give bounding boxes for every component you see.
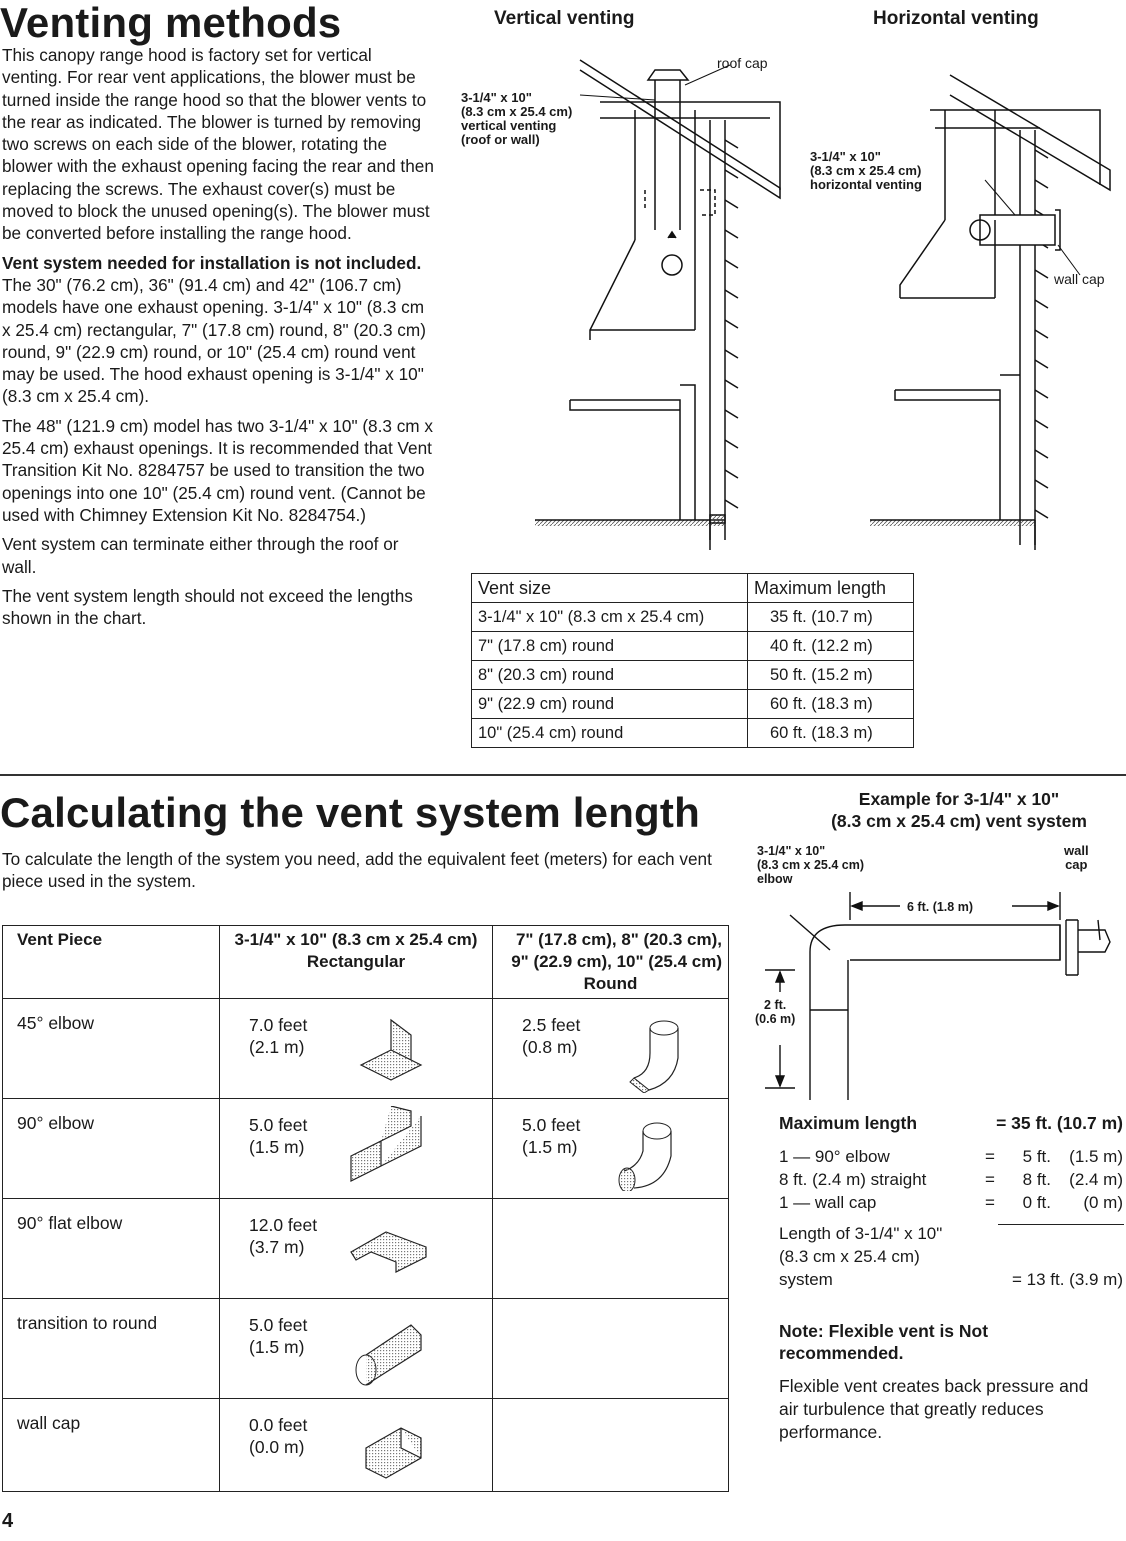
round-header-l3: Round xyxy=(583,974,638,993)
dim-6ft: 6 ft. (1.8 m) xyxy=(907,900,973,914)
vent-size-cell: 3-1/4" x 10" (8.3 cm x 25.4 cm) xyxy=(472,603,748,632)
vent-system-text: The 30" (76.2 cm), 36" (91.4 cm) and 42" (106.7 cm) models have one exhaust opening. 3-1/4" x 10" (8.3 cm x 25.4 cm) rectangular, 7" (17.8 cm) round, 8" (20.3 cm) round, 9" (22.9 cm) round, or 10" (25.4 cm) round vent may be used. The hood exhaust opening is 3-1/4" x 10" (8.3 cm x 25.4 cm). xyxy=(2,274,426,407)
vent-piece-cell: wall cap xyxy=(3,1399,220,1492)
round-header xyxy=(493,926,729,999)
max-length-cell: 40 ft. (12.2 m) xyxy=(748,632,914,661)
vent-size-cell: 7" (17.8 cm) round xyxy=(472,632,748,661)
vertical-callout xyxy=(461,91,572,147)
table-row xyxy=(3,1199,729,1299)
total-label xyxy=(779,1222,942,1291)
round-meters: (0.8 m) xyxy=(522,1037,578,1057)
wall-cap-callout xyxy=(1064,844,1089,872)
rect-feet: 0.0 feet xyxy=(249,1415,308,1435)
vertical-callout-l4: (roof or wall) xyxy=(461,132,540,147)
round-header-l1: 7" (17.8 cm), 8" (20.3 cm), xyxy=(515,930,722,949)
rect-value xyxy=(249,1114,307,1158)
table-row xyxy=(472,719,914,748)
round-feet: 2.5 feet xyxy=(522,1015,581,1035)
elbow-callout-l3: elbow xyxy=(757,872,793,886)
wall-cap-callout-l1: wall xyxy=(1064,843,1089,858)
vent-piece-cell: 45° elbow xyxy=(3,999,220,1099)
round-header-l2: 9" (22.9 cm), 10" (25.4 cm) xyxy=(511,952,722,971)
round-feet: 5.0 feet xyxy=(522,1115,581,1135)
calc-intro: To calculate the length of the system you need, add the equivalent feet (meters) for each vent piece used in the system. xyxy=(2,849,712,892)
rect-feet: 5.0 feet xyxy=(249,1115,308,1135)
elbow-callout-l2: (8.3 cm x 25.4 cm) xyxy=(757,858,865,872)
horizontal-callout-l2: (8.3 cm x 25.4 cm) xyxy=(810,163,922,178)
wall-cap-label: wall cap xyxy=(1054,271,1105,287)
round-value-cell xyxy=(494,1000,727,1097)
rect-90-elbow-icon xyxy=(346,1106,436,1191)
calc-item-feet: 0 ft. xyxy=(1022,1193,1051,1212)
max-length-cell: 60 ft. (18.3 m) xyxy=(748,719,914,748)
rect-value-cell xyxy=(221,1300,491,1397)
calc-item-label: 8 ft. (2.4 m) straight xyxy=(779,1170,927,1189)
rect-value xyxy=(249,1214,317,1258)
calc-item-feet: 8 ft. xyxy=(1022,1170,1051,1189)
note-heading xyxy=(779,1320,988,1364)
total-value: = 13 ft. (3.9 m) xyxy=(1011,1270,1123,1289)
page-title: Venting methods xyxy=(0,0,342,46)
example-title xyxy=(792,788,1126,832)
calc-item-meters: (1.5 m) xyxy=(1069,1147,1123,1166)
horizontal-diagram xyxy=(870,75,1110,550)
calc-header-row xyxy=(3,926,729,999)
vent-size-cell: 10" (25.4 cm) round xyxy=(472,719,748,748)
horizontal-callout-l1: 3-1/4" x 10" xyxy=(810,149,881,164)
table-row xyxy=(3,1399,729,1492)
round-value xyxy=(522,1014,580,1058)
rect-header-l2: Rectangular xyxy=(306,952,406,971)
max-length-value: = 35 ft. (10.7 m) xyxy=(996,1113,1123,1133)
calc-item-label: 1 — wall cap xyxy=(779,1193,877,1212)
round-meters: (1.5 m) xyxy=(522,1137,578,1157)
vertical-callout-l1: 3-1/4" x 10" xyxy=(461,90,532,105)
roof-cap-label: roof cap xyxy=(717,55,768,71)
terminate-paragraph: Vent system can terminate either through the roof or wall. xyxy=(2,534,399,577)
rect-value-cell xyxy=(221,1100,491,1197)
vent-piece-table xyxy=(2,925,729,1492)
calc-item-eq: = xyxy=(985,1193,995,1212)
table-row xyxy=(472,603,914,632)
rect-value xyxy=(249,1414,307,1458)
horizontal-callout xyxy=(810,150,922,192)
max-length-cell: 50 ft. (15.2 m) xyxy=(748,661,914,690)
table-row xyxy=(472,632,914,661)
calc-item-eq: = xyxy=(985,1170,995,1189)
vent-size-header: Vent size xyxy=(472,574,748,603)
model-48-paragraph: The 48" (121.9 cm) model has two 3-1/4" x 10" (8.3 cm x 25.4 cm) exhaust openings. It is recommended that Vent Transition Kit No. 8284757 be used to transition the two openings into one 10" (25.4 cm) round vent. (Cannot be used with Chimney Extension Kit No. 8284754.) xyxy=(2,415,433,525)
page-number: 4 xyxy=(2,1510,14,1532)
section-divider xyxy=(0,774,1126,776)
transition-to-round-icon xyxy=(341,1305,436,1393)
horizontal-callout-l3: horizontal venting xyxy=(810,177,922,192)
calc-item-label: 1 — 90° elbow xyxy=(779,1147,890,1166)
calc-item-meters: (0 m) xyxy=(1083,1193,1123,1212)
empty-round-cell xyxy=(493,1299,729,1399)
table-row xyxy=(3,999,729,1099)
rect-meters: (3.7 m) xyxy=(249,1237,305,1257)
vent-size-header-row xyxy=(472,574,914,603)
vertical-venting-title: Vertical venting xyxy=(494,8,635,29)
max-length-cell: 35 ft. (10.7 m) xyxy=(748,603,914,632)
rect-value-cell xyxy=(221,1200,491,1297)
max-length-cell: 60 ft. (18.3 m) xyxy=(748,690,914,719)
intro-paragraph: This canopy range hood is factory set for vertical venting. For rear vent applications, the blower must be turned inside the range hood so that the blower vents to the rear as indicated. The blower is turned by removing two screws on each side of the blower, rotating the blower with the exhaust opening facing the rear and then replacing the screws. The exhaust cover(s) must be moved to block the unused opening(s). The blower must be converted before installing the range hood. xyxy=(2,45,434,244)
vent-size-table xyxy=(471,573,914,748)
rect-value-cell xyxy=(221,1400,491,1490)
example-title-l1: Example for 3-1/4" x 10" xyxy=(858,789,1060,809)
round-45-elbow-icon xyxy=(624,1008,694,1093)
wall-cap-icon xyxy=(351,1408,436,1483)
table-row xyxy=(3,1099,729,1199)
empty-round-cell xyxy=(493,1199,729,1299)
rect-header-l1: 3-1/4" x 10" (8.3 cm x 25.4 cm) xyxy=(234,930,478,949)
rect-meters: (1.5 m) xyxy=(249,1137,305,1157)
vent-piece-header: Vent Piece xyxy=(3,926,220,999)
elbow-callout-l1: 3-1/4" x 10" xyxy=(757,844,826,858)
total-row xyxy=(779,1222,1125,1294)
calc-item-feet: 5 ft. xyxy=(1022,1147,1051,1166)
calc-title: Calculating the vent system length xyxy=(0,789,700,836)
table-row xyxy=(3,1299,729,1399)
calc-item-meters: (2.4 m) xyxy=(1069,1170,1123,1189)
vent-piece-cell: 90° elbow xyxy=(3,1099,220,1199)
rect-45-elbow-icon xyxy=(351,1010,431,1090)
length-paragraph: The vent system length should not exceed the lengths shown in the chart. xyxy=(2,585,413,629)
rect-meters: (2.1 m) xyxy=(249,1037,305,1057)
max-length-label: Maximum length xyxy=(779,1113,918,1133)
rect-meters: (1.5 m) xyxy=(249,1337,305,1357)
round-90-elbow-icon xyxy=(609,1106,684,1191)
table-row xyxy=(472,661,914,690)
dim-2ft-l2: (0.6 m) xyxy=(755,1012,796,1026)
total-label-l3: system xyxy=(779,1270,833,1289)
vent-piece-cell: transition to round xyxy=(3,1299,220,1399)
rect-feet: 12.0 feet xyxy=(249,1215,318,1235)
rect-meters: (0.0 m) xyxy=(249,1437,305,1457)
rect-flat-elbow-icon xyxy=(341,1212,436,1282)
total-label-l2: (8.3 cm x 25.4 cm) xyxy=(779,1247,920,1266)
vent-system-paragraph xyxy=(2,252,434,408)
table-row xyxy=(472,690,914,719)
dim-2ft-l1: 2 ft. xyxy=(764,998,787,1012)
wall-cap-callout-l2: cap xyxy=(1065,857,1088,872)
rect-value xyxy=(249,1014,307,1058)
note-text: Flexible vent creates back pressure and air turbulence that greatly reduces performance. xyxy=(779,1376,1089,1442)
example-title-l2: (8.3 cm x 25.4 cm) vent system xyxy=(831,811,1087,831)
vertical-callout-l2: (8.3 cm x 25.4 cm) xyxy=(461,104,573,119)
rect-feet: 5.0 feet xyxy=(249,1315,308,1335)
rect-value-cell xyxy=(221,1000,491,1097)
round-value-cell xyxy=(494,1100,727,1197)
calc-item-eq: = xyxy=(985,1147,995,1166)
intro-text-block xyxy=(2,44,434,629)
rect-header xyxy=(220,926,493,999)
total-label-l1: Length of 3-1/4" x 10" xyxy=(779,1224,943,1243)
vent-size-cell: 9" (22.9 cm) round xyxy=(472,690,748,719)
note-heading-l2: recommended. xyxy=(779,1343,904,1363)
vent-size-cell: 8" (20.3 cm) round xyxy=(472,661,748,690)
round-value xyxy=(522,1114,580,1158)
rect-feet: 7.0 feet xyxy=(249,1015,308,1035)
rect-value xyxy=(249,1314,307,1358)
example-vent-diagram xyxy=(750,880,1126,1100)
max-length-header: Maximum length xyxy=(748,574,914,603)
horizontal-venting-title: Horizontal venting xyxy=(873,8,1039,29)
vertical-callout-l3: vertical venting xyxy=(461,118,557,133)
note-heading-l1: Note: Flexible vent is Not xyxy=(779,1321,989,1341)
vent-system-bold: Vent system needed for installation is not included. xyxy=(2,252,422,273)
empty-round-cell xyxy=(493,1399,729,1492)
vent-piece-cell: 90° flat elbow xyxy=(3,1199,220,1299)
